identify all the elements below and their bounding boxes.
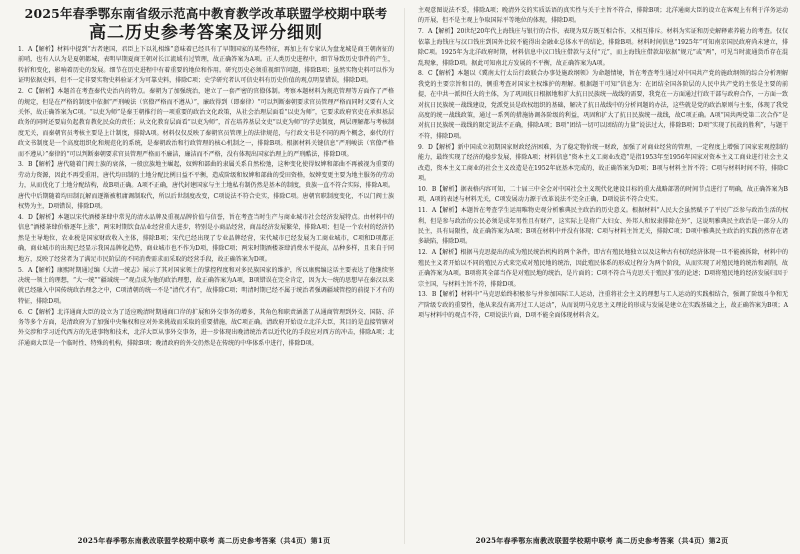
answer-item: 5．A【解析】康熙时期通过编《大清一统志》展示了其对国家领土的掌控程度和对多民族国家的维护，所以康熙编这话主要表达了他继续坚决统一领土的理想，“大一统”“疆域统一”观点成为他的政治理想，故正确答案为A项，B项错误在完全肯定，因为大一统的思想早在秦汉以来就已经融入中国传统政治理念之中，C项清朝的统一不是“清代才有”，故排除C项；明清时期已经不属于统治者强调疆域管控的前提下才有的特征，排除D项。	[18, 266, 394, 305]
answer-item: 7．A【解析】20世纪20年代上海钱庄与银行的合作，表现为双方既互相合作，又相互排斥。材料为实证和历史解释素养能力的考查。仅仅依靠上海钱庄与汉口钱庄到国外比较不能得出金融业总体水平的结论，排除B项。材料时间信息“1925年”可知南京国民政府尚未建立，排除C项。1925年为北洋政府时期，材料信息中汉口钱庄借款与支付“元”，而上海钱庄借款却依据“规元”或“两”，可见当时流通货币存在混乱现象，排除D项。据此可知南北方发展的不平衡，故正确答案为A项。	[418, 28, 788, 67]
exam-title: 2025年春季鄂东南省级示范高中教育教学改革联盟学校期中联考	[24, 6, 388, 21]
answer-item: 12．A【解析】根据马克思提出的成为殖民统治机构的两个条件，即古有殖民地独立以及这种古有权的经济体现一旦不能被拆除，材料中的殖民主义者开始以不同的殖民方式来完成对殖民地的统治，因此殖民体系的形成过程分为两个阶段，从而实现了对殖民地的统治和剥削，故正确答案为A项。B项将其全部当作是对殖民地的统治，是片面的；C项不符合马克思关于殖民扩张的论述；D项将殖民地的经济发展归因于宗主国，与材料主旨不符，排除D项。	[418, 249, 788, 288]
answer-item: 1．A【解析】材料中提到“古者建国，君臣上下以礼相维”意味着已经具有了早期国家的某些特征，再加上有专家认为盘龙城是商王朝南征的前哨，也有人认为是夏朝都城，表明早期夏商王朝对长江流域有过管理，故正确答案为A项。正人类历史进程中，细节导致历史事件的产生，转折和变化，影响着历史的发展。细节在历史进程中有着重要的地位和作用。研究历史必须重视细节问题，排除B项；虽然实物史料可以作为证明依据史料，但不一定非要实物史料验证才为可靠史料，排除C项；史学研究者认可信史料有历史价值的观点明显错误，排除D项。	[18, 46, 394, 85]
page-2-body	[418, 6, 788, 322]
answer-item: 13．B【解析】材料中“马克思始终积极参与并参加国际工人运动，注重将社会主义的理想与工人运动的实践相结合，强调了阶级斗争和无产阶级专政的重要性，他从来没有离开过工人运动”，从而说明马克思主义理论的形成与发展是建立在实践基础之上，故正确答案为B项；A项与材料中的观点不符，C项说法片面，D项不能全面体现材料含义。	[418, 291, 788, 320]
answer-item: 2．C【解析】本题首在考查秦代史治内的特点。秦朝为了加强统治，建立了一套严密的官僚体制。考察本题材料为规范管理等方面作了严格的规定，但是在严格的制度中依据“严刑峻法（官僚严格而不遵从）”，廉政得到（即秦律）“可以判断秦朝要求官员管理严格而同时又要有人文关怀，故正确答案为C项。“以吏为师”是秦王朝推行的一项重要的政治文化政策，从社会治理层面看“以吏为师”，它要求政府官吏在承担基层政务的同时还要肩负起教育教化民众的责任；从文化教育层面看“以吏为师”，首在培养基层文吏“以吏为师”的学吏制度，两层理解都与考核制度无关，而秦朝官员考核主要是上计制度，排除A项。材料仅仅反映了秦朝官员管理上的法律规范，与行政文书是不同的两个概念，秦代的行政文书制度是一个高度组织化和规范化的系统，是秦朝政治和行政管理的核心机制之一，排除B项。根据材料关键信息“严刑峻法（官僚严格而不遵从）”秦律的“可以判断秦朝要求官员管理严格而不廉洁，廉洁而不严格，没有体现出国家治理上的严刑酷法，排除D项。	[18, 88, 394, 158]
answer-item: 11．A【解析】本题旨在考查学生运用唯物史观分析雅典民主政治的历史意义。根据材料“人民大会虽然赋予了平民广泛参与政治生活的权利，但是参与政治的公民必须是成年男性且有财产，这实际上是将广大妇女、外邦人和奴隶排除在外”，这说明雅典民主政治是一部分人的民主，具有局限性，故正确答案为A项；B项在材料中并没有体现；C项与材料主旨无关，排除C项；D项中雅典民主政治的实践仍然存在诸多缺陷，排除D项。	[418, 207, 788, 246]
answer-key-title: 高二历史参考答案及评分细则	[89, 23, 323, 43]
answer-item: 8．C【解析】本题以《冀南太行太岳行政联合办事处施政纲领》为命题情境，旨在考查考生通过对中国共产党的施政纲领的综合分析理解我党的主要宗旨和目的，侧重考查对国家主权维护的理解。根据题干可知“信息为：在团结全国各阶层的人民中共产党的主张是主要的前提，在中共一派担任大的主体，为了巩固抗日根据地和扩大抗日民族统一战线的需要，我党在一方面通过行政干部与政府合作，一方面一致对抗日民族统一战线建设，党派党员是政权组织的基础，解决了抗日战线中的分析问题的办法，这些就是党的政治原则与主张，体现了我党高度的统一战线政策，通过一系列的措施协调各阶级的利益，巩固和扩大了抗日民族统一战线，故C项正确。A项“国共两党第二次合作”是对抗日民族统一战线的限定说法不正确，排除A项；B项“团结一切可以团结的力量”说法过大，排除B项；D项“实现了抗战的胜利”，与题干不符，排除D项。	[418, 70, 788, 140]
page-2-footer: 2025年春季鄂东南教改联盟学校期中联考 高二历史参考答案（共4页）第2页	[475, 536, 729, 545]
answer-item: 9．D【解析】新中国成立初期国家财政经济困难，为了稳定物价统一财政，加强了对商业经营的管理，一定程度上增强了国家宏观控制的能力，最终实现了经济的稳步发展，排除A项；材料信息“资本主义工商业改造”是指1953年至1956年国家对资本主义工商业进行社会主义改造，资本主义工商业的社会主义改造是在1952年底基本完成的，故正确答案为D项；B项与材料主旨不符；C项与材料时间不符，排除C项。	[418, 143, 788, 182]
answer-item: 10．B【解析】据表格内容可知，二十届三中全会对中国社会主义现代化建设目标的重大战略部署的时间节点进行了明确，故正确答案为B项，A项的表述与材料无关，C项发展动力源于改革说法不完全正确，D项说法不符合史实。	[418, 185, 788, 204]
page-1-footer: 2025年春季鄂东南教改联盟学校期中联考 高二历史参考答案（共4页）第1页	[77, 536, 331, 545]
answer-item: 3．B【解析】唐代随着门阀士族的衰落，一般庶族地主崛起，奴婢和部曲的隶属关系自然松弛，这种变化使得奴婢和部曲不再被视为重要的劳动力资源，因此不再受重用，唐代均田制的土地分配比例日益不平衡，造成阶级和奴婢和部曲的受田资格，奴婢变更主要为地主服务的劳动力，从而优化了土地分配结构，故B项正确。A项不正确，唐代封建国家与主土地私有制仍然是基本的制度，贵族一直不符合实际，排除A项。唐代中后期随着均田制瓦解而逐渐被租庸调制取代，所以后世制度改变，C项说法不符合史实，排除C项。唐朝官职制度变化，不以门阀士族权势为主，D项错误，排除D项。	[18, 161, 394, 211]
page-1-body	[18, 45, 394, 349]
answer-item: 主观意图说法不妥，排除A项；晚清外交的实质话语的真实性与关于主旨不符合，排除B项；北洋通商大臣的设立在客观上有利于洋务运动的开展，但不是主观上争取国际平等地位的体现，排除D项。	[418, 7, 788, 25]
answer-item: 6．C【解析】北洋通商大臣的设立为了适应晚清时期通商口岸的扩展和外交事务的增多，其角色和职责涵盖了从通商管理到外交、国防、洋务等多个方面，是清政府为了加强中央集权和应对外来挑战而采取的重要措施，故C项正确。清政府开始设立北洋大臣，其目的是直接管辖对外交涉和学习近代西方的先进事物和技术，北洋大臣从事外交事务，进一步体现出晚清统治者以近代化的手段应对西方的冲击，排除A项；北洋通商大臣是一个临时性、特殊的机构，排除B项；晚清政府的外交仍然是在传统的中华体系中进行，排除D项。	[18, 308, 394, 347]
answer-item: 4．D【解析】本题以宋代酒楼茶肆中常见的清水品牌及重视品牌价值与信誉，旨在考查当时生产与商业城市社会经济发展特点。由材料中的信息“酒楼茶肆价格逐年上涨”，两宋时期饮食品业经营重大进步，特别是小商品经营，商品经济发展繁荣，排除A项；但是一个农村的经济仍然是主导地位，农业税是国家财政收入主体，排除B项；宋代已经出现了专业品牌经营，宋代城市已经发展为工商业城市，C项和D项都正确，商业城市的出现已经显示我国品牌化趋势，商业城市也不作为D项，排除C项；两宋时期酒楼茶肆消费水平提高，品种多样，且来自于同地方，反映了经营者为了满足市民阶层的不同消费需求而采取的经营手段，故正确答案为D项。	[18, 214, 394, 263]
page-2	[410, 6, 794, 546]
page-1	[6, 6, 402, 546]
page-divider	[404, 8, 405, 544]
